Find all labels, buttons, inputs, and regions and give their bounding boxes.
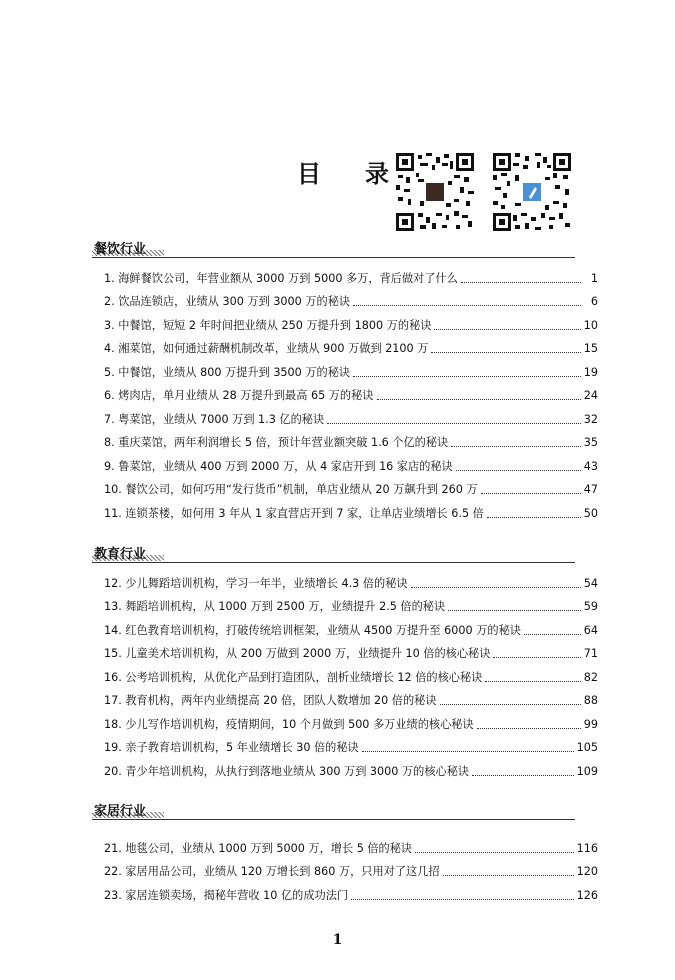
- toc-entry[interactable]: [104, 403, 598, 427]
- page-title: [297, 154, 389, 189]
- leader-dots: [362, 751, 574, 752]
- toc-entry-page: 10: [583, 318, 598, 332]
- qr-code-1: [396, 153, 474, 231]
- qr-code-2: [493, 153, 571, 231]
- toc-list-home: [104, 832, 598, 903]
- toc-entry-title: 2. 饮品连锁店，业绩从 300 万到 3000 万的秘诀: [104, 295, 351, 308]
- toc-entry-page: 120: [576, 865, 598, 878]
- toc-entry-title: 12. 少儿舞蹈培训机构，学习一年半，业绩增长 4.3 倍的秘诀: [104, 576, 408, 590]
- toc-entry-title: 11. 连锁茶楼，如何用 3 年从 1 家直营店开到 7 家，让单店业绩增长 6.5 倍: [104, 506, 484, 520]
- toc-entry[interactable]: [104, 356, 598, 380]
- toc-entry-page: 116: [576, 841, 598, 855]
- toc-entry[interactable]: [104, 591, 598, 615]
- leader-dots: [524, 634, 581, 635]
- toc-entry[interactable]: [104, 427, 598, 451]
- toc-entry-page: 71: [583, 647, 598, 660]
- toc-entry[interactable]: [104, 879, 598, 903]
- toc-entry-title: 3. 中餐馆，短短 2 年时间把业绩从 250 万提升到 1800 万的秘诀: [104, 318, 432, 332]
- section-title: 家居行业: [94, 804, 147, 819]
- leader-dots: [472, 775, 574, 776]
- toc-entry-title: 22. 家居用品公司，业绩从 120 万增长到 860 万，只用对了这几招: [104, 865, 440, 878]
- toc-entry-page: 19: [583, 365, 598, 379]
- toc-entry-page: 50: [583, 506, 598, 520]
- page-number: 1: [332, 932, 343, 948]
- toc-entry-page: 35: [583, 436, 598, 449]
- toc-entry-title: 21. 地毯公司，业绩从 1000 万到 5000 万，增长 5 倍的秘诀: [104, 841, 413, 855]
- toc-entry-page: 6: [590, 295, 598, 308]
- toc-entry-page: 99: [583, 717, 598, 731]
- leader-dots: [451, 446, 581, 447]
- toc-entry-title: 9. 鲁菜馆，业绩从 400 万到 2000 万，从 4 家店开到 16 家店的秘诀: [104, 459, 453, 473]
- leader-dots: [485, 681, 580, 682]
- toc-entry[interactable]: [104, 497, 598, 521]
- leader-dots: [443, 875, 574, 876]
- leader-dots: [415, 852, 574, 853]
- toc-entry[interactable]: [104, 380, 598, 404]
- toc-entry-title: 15. 儿童美术培训机构，从 200 万做到 2000 万，业绩提升 10 倍的核心秘诀: [104, 647, 491, 660]
- toc-entry-title: 16. 公考培训机构，从优化产品到打造团队，剖析业绩增长 12 倍的核心秘诀: [104, 670, 483, 684]
- toc-entry[interactable]: [104, 755, 598, 779]
- leader-dots: [477, 728, 581, 729]
- toc-entry[interactable]: [104, 286, 598, 310]
- toc-entry[interactable]: [104, 708, 598, 732]
- section-divider: [92, 562, 575, 563]
- toc-entry-page: 109: [576, 764, 598, 778]
- toc-entry-title: 4. 湘菜馆，如何通过薪酬机制改革，业绩从 900 万做到 2100 万: [104, 342, 429, 355]
- leader-dots: [487, 517, 581, 518]
- toc-entry[interactable]: [104, 333, 598, 357]
- leader-dots: [411, 587, 581, 588]
- toc-entry-title: 18. 少儿写作培训机构，疫情期间，10 个月做到 500 多万业绩的核心秘诀: [104, 717, 474, 731]
- toc-entry-title: 23. 家居连锁卖场，揭秘年营收 10 亿的成功法门: [104, 888, 349, 902]
- toc-entry[interactable]: [104, 832, 598, 856]
- toc-list-catering: [104, 262, 598, 521]
- toc-entry-page: 126: [576, 888, 598, 902]
- leader-dots: [481, 493, 581, 494]
- toc-entry-page: 82: [583, 670, 598, 684]
- section-divider: [92, 257, 575, 258]
- toc-entry-title: 13. 舞蹈培训机构，从 1000 万到 2500 万，业绩提升 2.5 倍的秘诀: [104, 600, 446, 613]
- toc-entry-page: 24: [583, 389, 598, 402]
- toc-entry[interactable]: [104, 638, 598, 662]
- toc-entry[interactable]: [104, 661, 598, 685]
- toc-entry-page: 88: [583, 694, 598, 707]
- leader-dots: [461, 282, 581, 283]
- toc-entry-page: 43: [583, 459, 598, 473]
- title-char-2: 录: [365, 159, 389, 188]
- leader-dots: [351, 899, 574, 900]
- toc-entry[interactable]: [104, 614, 598, 638]
- toc-entry-title: 14. 红色教育培训机构，打破传统培训框架，业绩从 4500 万提升至 6000 万的秘诀: [104, 623, 521, 637]
- section-divider: [92, 819, 575, 820]
- toc-entry-title: 6. 烤肉店，单月业绩从 28 万提升到最高 65 万的秘诀: [104, 389, 374, 402]
- toc-list-education: [104, 567, 598, 779]
- leader-dots: [440, 704, 581, 705]
- toc-entry-page: 105: [576, 741, 598, 754]
- toc-entry-page: 59: [583, 600, 598, 613]
- toc-entry[interactable]: [104, 450, 598, 474]
- section-title: 餐饮行业: [94, 242, 147, 257]
- leader-dots: [493, 657, 580, 658]
- toc-entry[interactable]: [104, 474, 598, 498]
- toc-entry-title: 1. 海鲜餐饮公司，年营业额从 3000 万到 5000 多万，背后做对了什么: [104, 271, 458, 285]
- leader-dots: [353, 376, 581, 377]
- leader-dots: [327, 423, 581, 424]
- toc-entry-title: 17. 教育机构，两年内业绩提高 20 倍，团队人数增加 20 倍的秘诀: [104, 694, 437, 707]
- toc-entry-page: 15: [583, 342, 598, 355]
- toc-entry-page: 47: [583, 483, 598, 496]
- section-title: 教育行业: [94, 547, 147, 562]
- leader-dots: [377, 399, 581, 400]
- leader-dots: [353, 305, 581, 306]
- toc-entry[interactable]: [104, 856, 598, 880]
- toc-entry[interactable]: [104, 567, 598, 591]
- toc-entry-page: 1: [590, 271, 598, 285]
- section-header-home: [92, 798, 575, 828]
- toc-entry[interactable]: [104, 262, 598, 286]
- title-char-1: 目: [297, 159, 321, 188]
- toc-entry-page: 64: [583, 623, 598, 637]
- toc-entry-title: 7. 粤菜馆，业绩从 7000 万到 1.3 亿的秘诀: [104, 412, 325, 426]
- toc-entry-page: 54: [583, 576, 598, 590]
- toc-entry-title: 8. 重庆菜馆，两年利润增长 5 倍，预计年营业额突破 1.6 个亿的秘诀: [104, 436, 449, 449]
- toc-entry[interactable]: [104, 732, 598, 756]
- leader-dots: [431, 352, 580, 353]
- toc-entry-title: 19. 亲子教育培训机构，5 年业绩增长 30 倍的秘诀: [104, 741, 359, 754]
- leader-dots: [434, 329, 580, 330]
- toc-entry[interactable]: [104, 685, 598, 709]
- toc-entry[interactable]: [104, 309, 598, 333]
- leader-dots: [448, 610, 581, 611]
- toc-entry-page: 32: [583, 412, 598, 426]
- leader-dots: [456, 470, 581, 471]
- toc-entry-title: 20. 青少年培训机构，从执行到落地业绩从 300 万到 3000 万的核心秘诀: [104, 764, 470, 778]
- toc-entry-title: 5. 中餐馆，业绩从 800 万提升到 3500 万的秘诀: [104, 365, 351, 379]
- toc-entry-title: 10. 餐饮公司，如何巧用“发行货币”机制，单店业绩从 20 万飙升到 260 万: [104, 483, 478, 496]
